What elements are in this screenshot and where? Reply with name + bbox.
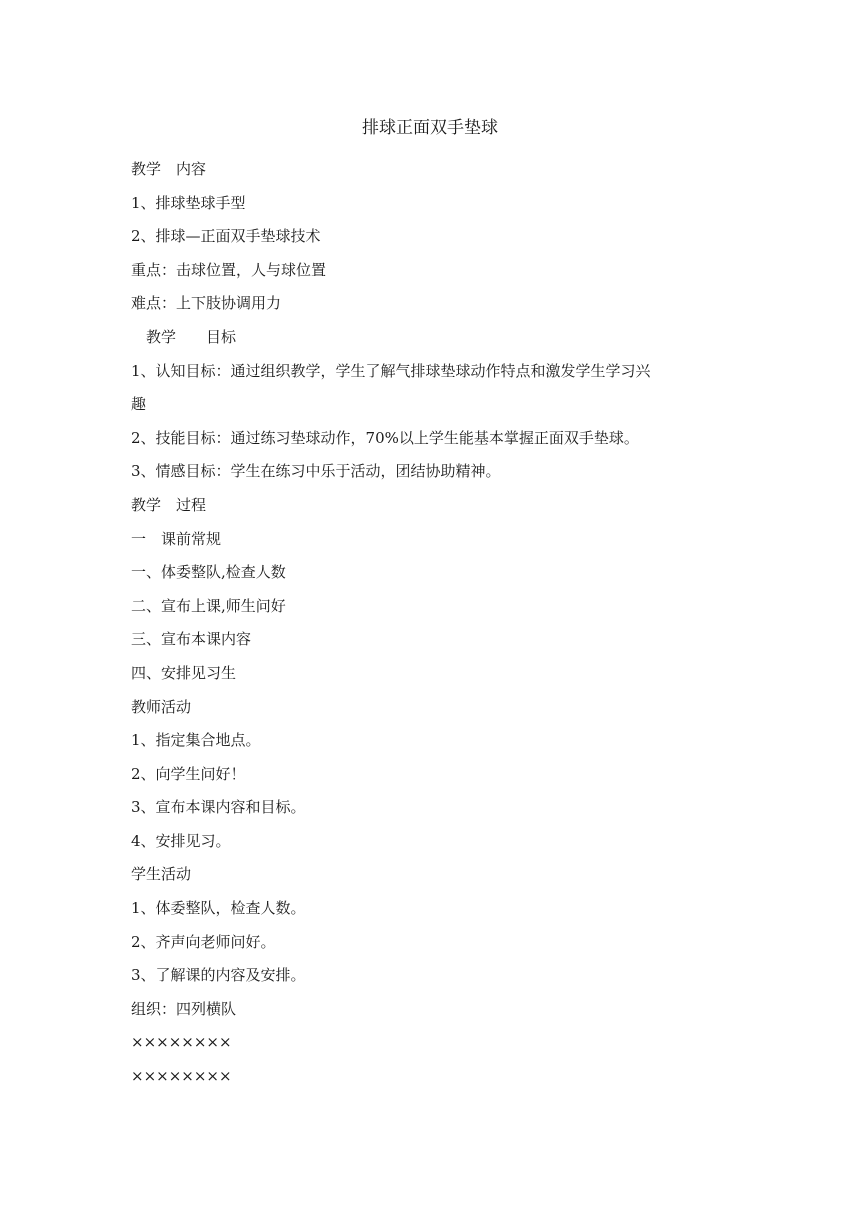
- goal-cognitive: 1、认知目标：通过组织教学，学生了解气排球垫球动作特点和激发学生学习兴: [131, 361, 651, 380]
- content-item-1: 1、排球垫球手型: [131, 193, 246, 212]
- student-activity-3: 3、了解课的内容及安排。: [131, 966, 306, 985]
- goal-cognitive-continued: 趣: [131, 395, 147, 414]
- teacher-activity-3: 3、宣布本课内容和目标。: [131, 798, 306, 817]
- section-heading-content: 教学 内容: [131, 160, 207, 178]
- formation-row-1: ××××××××: [131, 1033, 232, 1052]
- routine-item-4: 四、安排见习生: [131, 663, 237, 682]
- teacher-activity-heading: 教师活动: [131, 697, 192, 716]
- document-title: 排球正面双手垫球: [362, 118, 498, 138]
- section-heading-process: 教学 过程: [131, 495, 207, 514]
- teacher-activity-4: 4、安排见习。: [131, 831, 231, 850]
- formation-row-2: ××××××××: [131, 1067, 232, 1086]
- key-point: 重点：击球位置，人与球位置: [131, 260, 327, 279]
- student-activity-heading: 学生活动: [131, 865, 192, 884]
- teacher-activity-1: 1、指定集合地点。: [131, 731, 261, 750]
- student-activity-1: 1、体委整队，检查人数。: [131, 899, 306, 918]
- routine-item-3: 三、宣布本课内容: [131, 630, 252, 649]
- section-heading-goals: 教学 目标: [131, 327, 237, 346]
- goal-skill: 2、技能目标：通过练习垫球动作，70%以上学生能基本掌握正面双手垫球。: [131, 428, 639, 447]
- student-activity-2: 2、齐声向老师问好。: [131, 932, 276, 951]
- routine-item-1: 一、体委整队,检查人数: [131, 563, 286, 582]
- goal-affective: 3、情感目标：学生在练习中乐于活动，团结协助精神。: [131, 462, 501, 481]
- process-part-1: 一 课前常规: [131, 529, 222, 548]
- organization-line: 组织：四列横队: [131, 999, 237, 1018]
- teacher-activity-2: 2、向学生问好！: [131, 764, 246, 783]
- difficult-point: 难点：上下肢协调用力: [131, 294, 282, 313]
- routine-item-2: 二、宣布上课,师生问好: [131, 596, 286, 615]
- document-body: [131, 153, 741, 1094]
- content-item-2: 2、排球—正面双手垫球技术: [131, 227, 321, 246]
